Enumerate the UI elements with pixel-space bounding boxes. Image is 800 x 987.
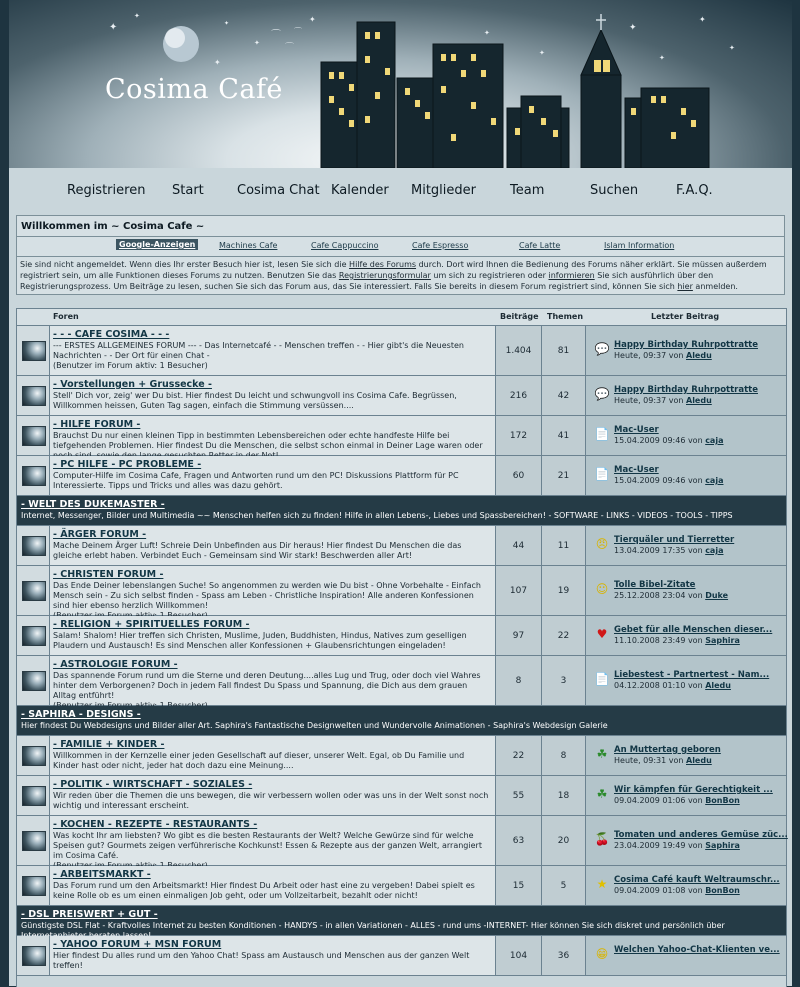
forum-status-icon [22,946,46,966]
nav-registrieren[interactable]: Registrieren [67,183,146,198]
topic-count: 41 [557,431,570,441]
site-title[interactable]: Cosima Café [105,74,283,105]
topics-cell [542,866,586,905]
last-post-cell [586,326,786,375]
last-post-cell [586,566,786,615]
last-post-meta [614,796,740,805]
last-post-cell [586,616,786,655]
ad-link[interactable]: Cafe Espresso [412,241,469,250]
forum-info-cell [50,616,496,655]
svg-text:⌒: ⌒ [285,43,295,53]
forum-status-icon [22,466,46,486]
forum-status-cell [17,776,50,815]
forum-description [53,671,491,711]
note-icon: 📄 [594,427,610,441]
nav-faq[interactable]: F.A.Q. [676,183,713,198]
nav-cosima-chat[interactable]: Cosima Chat [237,183,320,198]
forum-description-text: Mache Deinem Ärger Luft! Schreie Dein Unbefinden aus Dir heraus! Hier findest Du Menschen die das gleiche erlebt haben. Verbindet Euch - Gemeinsam sind Wir stark! Beschwerden aller Art! [53,541,462,560]
welcome-box [16,215,785,295]
forum-title[interactable]: - POLITIK - WIRTSCHAFT - SOZIALES - [53,779,253,790]
forum-description-text: Willkommen in der Kernzelle einer jeden Gesellschaft auf dieser, unserer Welt. Egal, ob Du Familie und Kinder hast oder nicht, jeder hat doch dazu eine Meinung.... [53,751,465,770]
last-post-author[interactable]: Saphira [705,841,740,850]
inform-link[interactable]: informieren [548,271,595,280]
last-post-cell [586,816,786,865]
posts-cell [496,416,542,455]
last-post-title[interactable]: Happy Birthday Ruhrpottratte [614,340,758,350]
forum-row [17,866,786,906]
forum-description-text: Das Forum rund um den Arbeitsmarkt! Hier findest Du Arbeit oder hast eine zu vergeben! Dabei spielt es keine Rolle ob es um einen einmaligen Job geht, oder um Vollzeitarbeit, bezahlt oder nicht! [53,881,475,900]
posts-cell [496,736,542,775]
forum-status-icon [22,341,46,361]
intro-text-part: anmelden. [692,282,738,291]
last-post-date: 13.04.2009 17:35 von [614,546,706,555]
forum-row [17,526,786,566]
forum-title[interactable]: - FAMILIE + KINDER - [53,739,165,750]
forum-description-text: Hier findest Du alles rund um den Yahoo Chat! Spass am Austausch und Menschen aus der ganzen Welt treffen! [53,951,470,970]
topics-cell [542,456,586,495]
forum-description [53,751,491,771]
posts-cell [496,376,542,415]
forum-status-icon [22,581,46,601]
svg-text:✦: ✦ [484,29,490,37]
forum-description-text: Stell' Dich vor, zeig' wer Du bist. Hier findest Du leicht und schwungvoll ins Cosima Cafe. Begrüssen, Willkommen heissen, Guten Tag sagen, einfach die Stimmung versüssen.... [53,391,457,410]
last-post-date: Heute, 09:37 von [614,351,686,360]
last-post-title[interactable]: Wir kämpfen für Gerechtigkeit ... [614,785,773,795]
forum-description [53,581,491,621]
forum-row [17,416,786,456]
forum-row [17,656,786,706]
post-count: 216 [509,391,528,401]
last-post-meta [614,681,731,690]
posts-cell [496,936,542,975]
forum-title[interactable]: - CHRISTEN FORUM - [53,569,164,580]
last-post-author[interactable]: Aledu [686,351,712,360]
svg-text:✦: ✦ [539,49,545,57]
last-post-cell [586,736,786,775]
last-post-author[interactable]: BonBon [705,886,740,895]
forum-info-cell [50,736,496,775]
note-icon: 📄 [594,467,610,481]
svg-text:✦: ✦ [629,23,637,33]
forum-status-icon [22,786,46,806]
forum-status-cell [17,376,50,415]
last-post-cell [586,456,786,495]
angry-face-icon: 😠 [595,537,609,551]
last-post-author[interactable]: caja [705,546,724,555]
last-post-date: 11.10.2008 23:49 von [614,636,706,645]
forum-description [53,391,491,411]
ads-bar [17,238,784,255]
forum-title[interactable]: - - - CAFE COSIMA - - - [53,329,170,340]
forum-info-cell [50,526,496,565]
forum-status-cell [17,526,50,565]
svg-text:✦: ✦ [699,15,706,24]
topics-cell [542,376,586,415]
forum-status-cell [17,816,50,865]
intro-text-part: durch. Dort wird Ihnen die Bedienung des Forums näher erklärt. Sie müssen außerdem registriert sein, um alle Funktionen dieses Forums zu nutzen. Benutzen Sie das [20,260,767,280]
last-post-title[interactable]: Tomaten und anderes Gemüse züc... [614,830,788,840]
forum-table [16,308,787,987]
last-post-author[interactable]: caja [705,436,724,445]
last-post-meta [614,351,712,360]
forum-title[interactable]: - RELIGION + SPIRITUELLES FORUM - [53,619,250,630]
last-post-author[interactable]: Saphira [705,636,740,645]
forum-status-cell [17,616,50,655]
posts-cell [496,776,542,815]
category-row [17,706,786,736]
ad-link[interactable]: Cafe Cappuccino [311,241,379,250]
header-letzter-beitrag: Letzter Beitrag [651,312,720,321]
forum-status-icon [22,626,46,646]
topic-count: 5 [560,881,567,891]
forum-row [17,616,786,656]
category-title[interactable]: - SAPHIRA - DESIGNS - [21,709,141,720]
category-row [17,496,786,526]
ads-label[interactable]: Google-Anzeigen [116,239,198,250]
forum-status-cell [17,566,50,615]
last-post-date: 25.12.2008 23:04 von [614,591,706,600]
last-post-date: 09.04.2009 01:08 von [614,886,706,895]
forum-description-text: Was kocht Ihr am liebsten? Wo gibt es die besten Restaurants der Welt? Welche Gewürze sind für welche Speisen gut? Gourmets zeigen verführerische Kochkunst! Essen & Rezepte aus der ganzen Welt, arrangiert im Cosima Café. [53,831,482,860]
forum-description [53,951,491,971]
forum-status-icon [22,426,46,446]
forum-info-cell [50,936,496,975]
clover-icon: ☘ [596,747,608,761]
topic-count: 36 [557,951,570,961]
post-count: 172 [509,431,528,441]
svg-text:✦: ✦ [309,15,316,24]
last-post-date: 09.04.2009 01:06 von [614,796,706,805]
last-post-cell [586,936,786,975]
forum-status-icon [22,671,46,691]
forum-info-cell [50,376,496,415]
forum-status-icon [22,386,46,406]
forum-description-text: Das spannende Forum rund um die Sterne und deren Deutung....alles Lug und Trug, oder doch viel Wahres hinter dem Verborgenen? Doch in jedem Fall findest Du Spass und Spannung, die Dich aus dem grauen Alltag entführt! [53,671,481,700]
forum-info-cell [50,866,496,905]
forum-status-icon [22,876,46,896]
topics-cell [542,616,586,655]
smiley-icon: ☺ [595,582,609,596]
last-post-cell [586,526,786,565]
forum-status-cell [17,936,50,975]
forum-info-cell [50,416,496,455]
forum-info-cell [50,776,496,815]
topic-count: 19 [557,586,570,596]
header-themen: Themen [547,312,584,321]
forum-row [17,376,786,416]
help-link[interactable]: Hilfe des Forums [349,260,417,269]
topics-cell [542,416,586,455]
forum-title[interactable]: - ARBEITSMARKT - [53,869,151,880]
last-post-cell [586,656,786,705]
forum-title[interactable]: - PC HILFE - PC PROBLEME - [53,459,202,470]
post-count: 107 [509,586,528,596]
forum-description [53,541,491,561]
forum-title[interactable]: - HILFE FORUM - [53,419,141,430]
forum-status-cell [17,456,50,495]
register-form-link[interactable]: Registrierungsformular [338,271,431,280]
forum-status-icon [22,746,46,766]
main-navigation [9,168,792,214]
forum-status-cell [17,326,50,375]
cherry-icon: 🍒 [594,832,610,846]
last-post-author[interactable]: Aledu [686,396,712,405]
last-post-title[interactable]: Cosima Café kauft Weltraumschr... [614,875,780,885]
star-icon: ★ [596,877,608,891]
svg-text:⌒: ⌒ [271,30,281,41]
forum-active-users: (Benutzer im Forum aktiv: 1 Besucher) [53,361,208,370]
last-post-meta [614,756,712,765]
last-post-author[interactable]: Aledu [705,681,731,690]
talk-icon: 💬 [594,342,610,356]
forum-description-text: Salam! Shalom! Hier treffen sich Christen, Muslime, Juden, Buddhisten, Hindus, Natives zum geselligen Plaudern und Austausch! Es sind Menschen aller Konfessionen + Glaubensrichtungen eingeladen! [53,631,467,650]
svg-text:⌒: ⌒ [294,27,302,36]
forum-row [17,326,786,376]
last-post-date: 23.04.2009 19:49 von [614,841,706,850]
svg-text:✦: ✦ [224,20,230,27]
posts-cell [496,816,542,865]
post-count: 15 [512,881,525,891]
posts-cell [496,526,542,565]
topics-cell [542,776,586,815]
forum-container [9,0,792,986]
forum-row [17,456,786,496]
last-post-author[interactable]: caja [705,476,724,485]
posts-cell [496,566,542,615]
intro-text-part: um sich zu registrieren oder [430,271,549,280]
intro-text-part: Sie sind nicht angemeldet. Wenn dies Ihr erster Besuch hier ist, lesen Sie sich die [20,260,350,269]
post-count: 1.404 [505,346,532,356]
forum-info-cell [50,326,496,375]
topics-cell [542,326,586,375]
svg-text:✦: ✦ [109,22,118,33]
last-post-title[interactable]: An Muttertag geboren [614,745,721,755]
welcome-title: Willkommen im ~ Cosima Cafe ~ [21,221,205,232]
forum-title[interactable]: - YAHOO FORUM + MSN FORUM [53,939,222,950]
topics-cell [542,566,586,615]
svg-text:✦: ✦ [659,54,665,62]
post-count: 63 [512,836,525,846]
posts-cell [496,326,542,375]
topic-count: 18 [557,791,570,801]
last-post-meta [614,476,723,485]
last-post-title[interactable]: Welchen Yahoo-Chat-Klienten ve... [614,945,780,955]
svg-text:✦: ✦ [729,44,735,52]
ad-link[interactable]: Islam Information [604,241,675,250]
svg-text:✦: ✦ [214,58,221,67]
last-post-title[interactable]: Happy Birthday Ruhrpottratte [614,385,758,395]
nav-team[interactable]: Team [510,183,545,198]
forum-description [53,791,491,811]
last-post-date: 04.12.2008 01:10 von [614,681,706,690]
topic-count: 20 [557,836,570,846]
post-count: 55 [512,791,525,801]
last-post-meta [614,591,728,600]
note-icon: 📄 [594,672,610,686]
last-post-title[interactable]: Liebestest - Partnertest - Nam... [614,670,770,680]
last-post-author[interactable]: Aledu [686,756,712,765]
last-post-meta [614,436,723,445]
posts-cell [496,656,542,705]
nav-suchen[interactable]: Suchen [590,183,639,198]
category-description: Hier findest Du Webdesigns und Bilder aller Art. Saphira's Fantastische Designwelten und Wundervolle Animationen - Saphira's Webdesign Galerie [21,721,608,730]
forum-description [53,881,491,901]
last-post-title[interactable]: Tierquäler und Tierretter [614,535,735,545]
last-post-author[interactable]: Duke [705,591,729,600]
last-post-title[interactable]: Gebet für alle Menschen dieser... [614,625,773,635]
forum-description-text: Das Ende Deiner lebenslangen Suche! So angenommen zu werden wie Du bist - Ohne Vorbehalte - Einfach Mensch sein - Zu sich selbst finden - Spass am Leben - Christliche Inspiration! Alle anderen Konfessionen sind hier ebenso herzlich Willkommen! [53,581,481,610]
intro-text [20,259,780,292]
topic-count: 3 [560,676,567,686]
divider [17,256,784,257]
table-header [17,309,786,326]
last-post-date: 15.04.2009 09:46 von [614,476,706,485]
topic-count: 81 [557,346,570,356]
forum-status-cell [17,866,50,905]
svg-text:✦: ✦ [254,39,260,47]
category-title[interactable]: - WELT DES DUKEMASTER - [21,499,165,510]
site-banner [9,0,792,168]
header-foren: Foren [53,312,79,321]
topics-cell [542,526,586,565]
topic-count: 8 [560,751,567,761]
last-post-author[interactable]: BonBon [705,796,740,805]
posts-cell [496,616,542,655]
intro-text-part: Sie sich ausführlich über den Registrierungsprozess. Um Beiträge zu lesen, suchen Sie sich das Forum aus, das Sie interessiert. Falls Sie bereits in diesem Forum registriert sind, können Sie sich [20,271,714,291]
forum-row [17,776,786,816]
forum-info-cell [50,456,496,495]
last-post-date: Heute, 09:31 von [614,756,686,765]
forum-status-cell [17,416,50,455]
ad-link[interactable]: Cafe Latte [519,241,561,250]
heart-icon: ♥ [596,627,608,641]
post-count: 22 [512,751,525,761]
topics-cell [542,816,586,865]
svg-text:✦: ✦ [134,12,140,20]
forum-description-text: Computer-Hilfe im Cosima Cafe, Fragen und Antworten rund um den PC! Diskussions Plattform für PC Interessierte. Tipps und Tricks und alles was dazu gehört. [53,471,459,490]
forum-status-icon [22,831,46,851]
category-description: Günstigste DSL Flat - Kraftvolles Internet zu besten Konditionen - HANDYS - in allen Variationen - ALLES - rund ums -INTERNET- Hier können Sie sich diskret und persönlich über [21,921,725,930]
last-post-cell [586,376,786,415]
post-count: 97 [512,631,525,641]
forum-title[interactable]: - KOCHEN - REZEPTE - RESTAURANTS - [53,819,258,830]
last-post-title[interactable]: Mac-User [614,465,659,475]
last-post-meta [614,396,712,405]
forum-description [53,831,491,871]
category-title[interactable]: - DSL PREISWERT + GUT - [21,909,158,920]
divider [17,236,784,237]
nav-mitglieder[interactable]: Mitglieder [411,183,476,198]
forum-status-cell [17,656,50,705]
forum-row [17,936,786,976]
post-count: 8 [515,676,522,686]
forum-description-text: Wir reden über die Themen die uns bewegen, die wir verbessern wollen oder was uns in der Welt sonst noch wichtig und interessant erscheint. [53,791,489,810]
last-post-cell [586,866,786,905]
category-description: Internet, Messenger, Bilder und Multimedia ~~ Menschen helfen sich zu finden! Hilfe in allen Lebens-, Liebes und Spassbereichen! - SOFTWARE - LINKS - VIDEOS - TOOLS - TIPPS [21,511,733,520]
last-post-date: 15.04.2009 09:46 von [614,436,706,445]
last-post-cell [586,776,786,815]
nav-start[interactable]: Start [172,183,204,198]
forum-status-cell [17,736,50,775]
topics-cell [542,656,586,705]
grin-icon: 😁 [595,947,609,961]
topics-cell [542,936,586,975]
posts-cell [496,866,542,905]
forum-description-text: Brauchst Du nur einen kleinen Tipp in bestimmten Lebensbereichen oder echte handfeste Hilfe bei tiefgehenden Problemen. Hier findest Du die Menschen, die selbst schon einmal in Deiner Lage waren oder [53,431,483,450]
last-post-meta [614,546,723,555]
post-count: 60 [512,471,525,481]
post-count: 104 [509,951,528,961]
topic-count: 22 [557,631,570,641]
topics-cell [542,736,586,775]
last-post-date: Heute, 09:37 von [614,396,686,405]
topic-count: 21 [557,471,570,481]
last-post-meta [614,841,740,850]
forum-title[interactable]: - Vorstellungen + Grussecke - [53,379,212,390]
last-post-title[interactable]: Mac-User [614,425,659,435]
forum-description [53,631,491,651]
forum-status-icon [22,536,46,556]
posts-cell [496,456,542,495]
clover-icon: ☘ [596,787,608,801]
forum-row [17,736,786,776]
category-row [17,906,786,936]
last-post-title[interactable]: Tolle Bibel-Zitate [614,580,696,590]
last-post-meta [614,636,740,645]
forum-description [53,471,491,491]
last-post-cell [586,416,786,455]
last-post-meta [614,886,740,895]
forum-title[interactable]: - ÄRGER FORUM - [53,529,147,540]
nav-kalender[interactable]: Kalender [331,183,389,198]
forum-title[interactable]: - ASTROLOGIE FORUM - [53,659,178,670]
forum-info-cell [50,816,496,865]
ad-link[interactable]: Machines Cafe [219,241,278,250]
forum-row [17,816,786,866]
header-beitraege: Beiträge [500,312,539,321]
forum-description-text: --- ERSTES ALLGEMEINES FORUM --- - Das Internetcafé - - Menschen treffen - - Hier gibt's die Neuesten Nachrichten - - Der Ort für einen Chat - [53,341,464,360]
forum-description [53,341,491,371]
forum-row [17,566,786,616]
forum-info-cell [50,566,496,615]
topic-count: 11 [557,541,570,551]
post-count: 44 [512,541,525,551]
forum-info-cell [50,656,496,705]
talk-icon: 💬 [594,387,610,401]
login-link[interactable]: hier [677,282,693,291]
topic-count: 42 [557,391,570,401]
